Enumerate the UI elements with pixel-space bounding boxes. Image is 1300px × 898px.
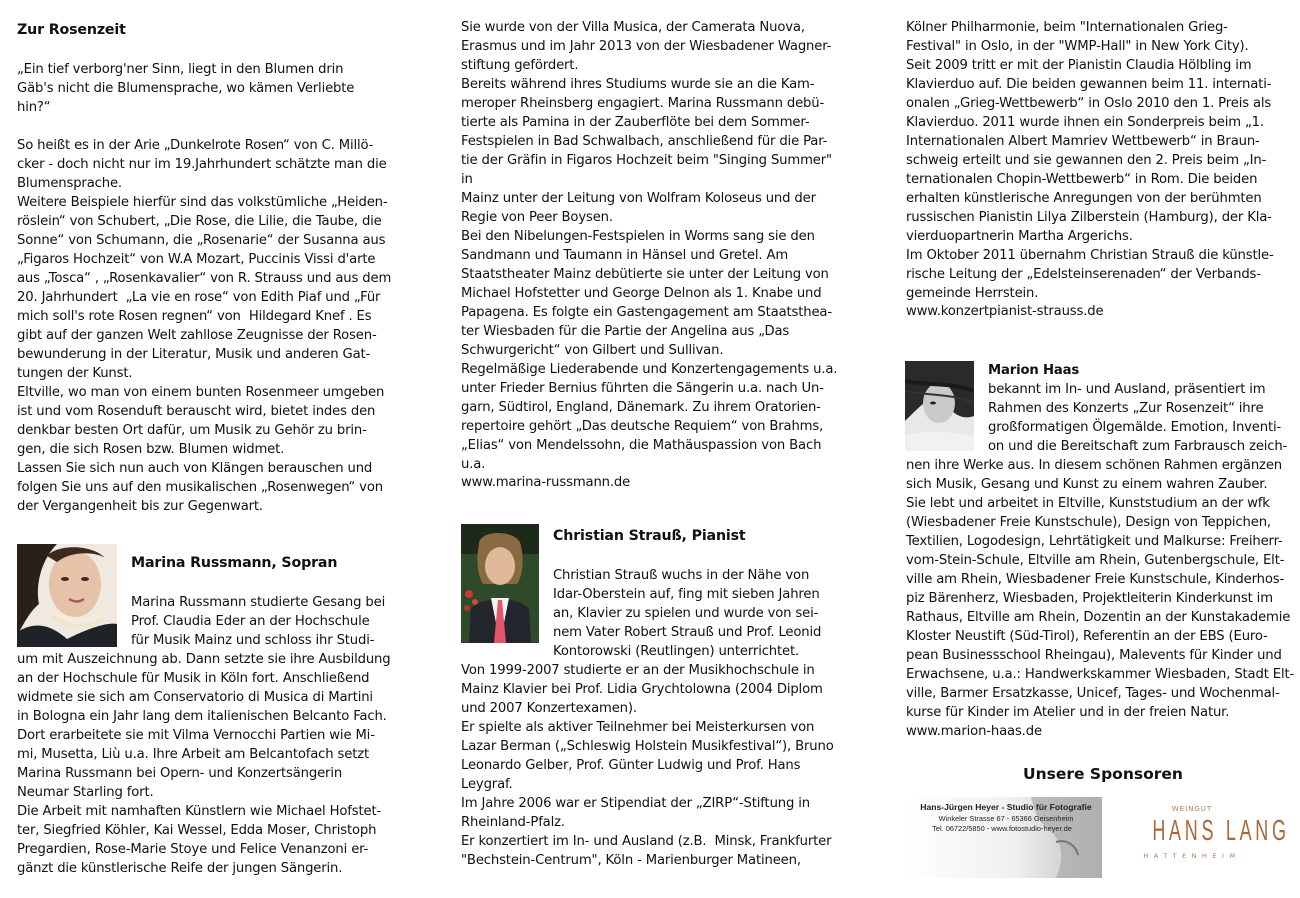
text-line: Lazar Berman („Schleswig Holstein Musikfestival“), Bruno (461, 739, 834, 754)
text-line: "Bechstein-Centrum", Köln - Marienburger Matineen, (461, 853, 801, 868)
text-line: 20. Jahrhundert „La vie en rose“ von Edith Piaf und „Für (17, 290, 381, 305)
text-line: Kölner Philharmonie, beim "Internationalen Grieg- (906, 20, 1228, 35)
text-line: garn, Südtirol, England, Dänemark. Zu ihrem Oratorien- (461, 400, 821, 415)
text-line: Leonardo Gelber, Prof. Günter Ludwig und Prof. Hans (461, 758, 801, 773)
text-line: Im Oktober 2011 übernahm Christian Strauß die künstle- (906, 248, 1274, 263)
sponsors-heading: Unsere Sponsoren (1023, 765, 1183, 783)
text-line: in Bologna ein Jahr lang dem italienischen Belcanto Fach. (17, 709, 387, 724)
sponsor-hans-lang-logo (1128, 805, 1290, 870)
text-line: „Figaros Hochzeit“ von W.A Mozart, Puccinis Vissi d'arte (17, 252, 376, 267)
text-line: piz Bärenherz, Wiesbaden, Projektleiterin Kinderkunst im (906, 591, 1273, 606)
text-line: Seit 2009 tritt er mit der Pianistin Claudia Hölbling im (906, 58, 1252, 73)
text-line: u.a. (461, 457, 486, 472)
text-line: russischen Pianistin Lilya Zilberstein (Hamburg), der Kla- (906, 210, 1272, 225)
text-line: tungen der Kunst. (17, 366, 133, 381)
text-line: mich soll's rote Rosen regnen“ von Hildegard Knef . Es (17, 309, 372, 324)
text-line: schweig erteilt und sie gewannen den 2. Preis beim „In- (906, 153, 1267, 168)
christian-website-link[interactable]: www.konzertpianist-strauss.de (906, 304, 1104, 319)
text-line: Schwurgericht“ von Gilbert und Sullivan. (461, 343, 724, 358)
text-line: vom-Stein-Schule, Eltville am Rhein, Gutenbergschule, Elt- (906, 553, 1285, 568)
hans-lang-name: HANS LANG (1152, 815, 1290, 847)
text-line: „Ein tief verborg'ner Sinn, liegt in den Blumen drin (17, 62, 344, 77)
text-line: Christian Strauß wuchs in der Nähe von (553, 568, 810, 583)
text-line: Erwachsene, u.a.: Handwerkskammer Wiesbaden, Stadt Elt- (906, 667, 1295, 682)
text-line: tie der Gräfin in Figaros Hochzeit beim "Singing Summer" (461, 153, 832, 168)
christian-strauss-photo (461, 524, 539, 643)
text-line: stiftung gefördert. (461, 58, 579, 73)
text-line: Neumar Starling fort. (17, 785, 154, 800)
text-line: rische Leitung der „Edelsteinserenaden“ der Verbands- (906, 267, 1261, 282)
text-line: Gäb's nicht die Blumensprache, wo kämen Verliebte (17, 81, 355, 96)
text-line: on und die Bereitschaft zum Farbrausch zeich- (988, 439, 1288, 454)
text-line: ternationalen Chopin-Wettbewerb“ in Rom. Die beiden (906, 172, 1258, 187)
text-line: pean Businessschool Rheingau), Malevents für Kinder und (906, 648, 1282, 663)
sponsor-heyer-logo (906, 797, 1102, 878)
text-line: Eltville, wo man von einem bunten Rosenmeer umgeben (17, 385, 385, 400)
hans-lang-hattenheim: HATTENHEIM (1143, 852, 1241, 860)
text-line: Rahmen des Konzerts „Zur Rosenzeit“ ihre (988, 401, 1264, 416)
text-line: um mit Auszeichnung ab. Dann setzte sie ihre Ausbildung (17, 652, 391, 667)
marina-heading: Marina Russmann, Sopran (131, 555, 338, 571)
text-line: hin?“ (17, 100, 51, 115)
heyer-line-1: Hans-Jürgen Heyer - Studio für Fotografie (920, 802, 1092, 812)
text-line: Marina Russmann studierte Gesang bei (131, 595, 386, 610)
text-line: denkbar besten Ort dafür, um Musik zu Gehör zu brin- (17, 423, 367, 438)
text-line: an, Klavier zu spielen und wurde von sei- (553, 606, 819, 621)
text-line: Mainz unter der Leitung von Wolfram Koloseus und der (461, 191, 816, 206)
text-line: widmete sie sich am Conservatorio di Musica di Martini (17, 690, 373, 705)
text-line: gen, die sich Rosen bzw. Blumen widmet. (17, 442, 285, 457)
text-line: mi, Musetta, Liù u.a. Ihre Arbeit am Belcantofach setzt (17, 747, 370, 762)
text-line: folgen Sie uns auf den musikalischen „Rosenwegen“ von (17, 480, 383, 495)
text-line: Kloster Neustift (Süd-Tirol), Referentin an der EBS (Euro- (906, 629, 1268, 644)
text-line: Bei den Nibelungen-Festspielen in Worms sang sie den (461, 229, 815, 244)
text-line: ville, Barmer Ersatzkasse, Unicef, Tages- und Wochenmal- (906, 686, 1280, 701)
hans-lang-weingut: WEINGUT (1171, 805, 1213, 813)
text-line: Die Arbeit mit namhaften Künstlern wie Michael Hofstet- (17, 804, 382, 819)
text-line: für Musik Mainz und schloss ihr Studi- (131, 633, 375, 648)
text-line: Sonne“ von Schumann, die „Rosenarie“ der Susanna aus (17, 233, 386, 248)
text-line: Michael Hofstetter und George Delnon als 1. Knabe und (461, 286, 822, 301)
text-line: röslein“ von Schubert, „Die Rose, die Lilie, die Taube, die (17, 214, 382, 229)
text-line: ter Wiesbaden für die Partie der Angelina aus „Das (461, 324, 790, 339)
text-line: ter, Siegfried Köhler, Kai Wessel, Edda Moser, Christoph (17, 823, 377, 838)
text-line: Pregardien, Rose-Marie Stoye und Felice Venanzoni er- (17, 842, 369, 857)
marina-russmann-photo (17, 544, 117, 647)
text-line: gibt auf der ganzen Welt zahllose Zeugnisse der Rosen- (17, 328, 377, 343)
text-line: repertoire gehört „Das deutsche Requiem“ von Brahms, (461, 419, 824, 434)
text-line: Bereits während ihres Studiums wurde sie an die Kam- (461, 77, 815, 92)
text-line: bekannt im In- und Ausland, präsentiert im (988, 382, 1266, 397)
text-line: Regelmäßige Liederabende und Konzertengagements u.a. (461, 362, 838, 377)
marion-website-link[interactable]: www.marion-haas.de (906, 724, 1042, 739)
text-line: Prof. Claudia Eder an der Hochschule (131, 614, 370, 629)
text-line: Kontorowski (Reutlingen) unterrichtet. (553, 644, 800, 659)
text-line: Klavierduo auf. Die beiden gewannen beim 11. internati- (906, 77, 1272, 92)
text-line: und 2007 Konzertexamen). (461, 701, 637, 716)
text-line: vierduopartnerin Martha Argerichs. (906, 229, 1133, 244)
text-line: Blumensprache. (17, 176, 122, 191)
text-line: gänzt die künstlerische Reife der jungen Sängerin. (17, 861, 343, 876)
text-line: Weitere Beispiele hierfür sind das volkstümliche „Heiden- (17, 195, 388, 210)
text-line: Er spielte als aktiver Teilnehmer bei Meisterkursen von (461, 720, 815, 735)
text-line: Im Jahre 2006 war er Stipendiat der „ZIRP“-Stiftung in (461, 796, 810, 811)
text-line: gemeinde Herrstein. (906, 286, 1039, 301)
text-line: Leygraf. (461, 777, 513, 792)
text-line: bewunderung in der Literatur, Musik und anderen Gat- (17, 347, 371, 362)
text-line: So heißt es in der Arie „Dunkelrote Rosen“ von C. Millö- (17, 138, 374, 153)
text-line: Dort erarbeitete sie mit Vilma Vernocchi Partien wie Mi- (17, 728, 375, 743)
page-title: Zur Rosenzeit (17, 22, 126, 38)
text-line: Marina Russmann bei Opern- und Konzertsängerin (17, 766, 343, 781)
text-line: nen ihre Werke aus. In diesem schönen Rahmen ergänzen (906, 458, 1283, 473)
text-line: Sie wurde von der Villa Musica, der Camerata Nuova, (461, 20, 805, 35)
christian-heading: Christian Strauß, Pianist (553, 528, 746, 544)
text-line: Textilien, Logodesign, Lehrtätigkeit und Malkurse: Freiherr- (906, 534, 1283, 549)
text-line: Erasmus und im Jahr 2013 von der Wiesbadener Wagner- (461, 39, 832, 54)
text-line: „Elias“ von Mendelssohn, die Mathäuspassion von Bach (461, 438, 822, 453)
text-line: Festspielen in Bad Schwalbach, anschließend für die Par- (461, 134, 828, 149)
text-line: nem Vater Robert Strauß und Prof. Leonid (553, 625, 822, 640)
text-line: ville am Rhein, Wiesbadener Freie Kunstschule, Kinderhos- (906, 572, 1285, 587)
marina-website-link[interactable]: www.marina-russmann.de (461, 475, 631, 490)
text-line: kurse für Kinder im Atelier und in der freien Natur. (906, 705, 1230, 720)
text-line: Klavierduo. 2011 wurde ihnen ein Sonderpreis beim „1. (906, 115, 1264, 130)
text-line: aus „Tosca“ , „Rosenkavalier“ von R. Strauss und aus dem (17, 271, 392, 286)
text-line: meroper Rheinsberg engagiert. Marina Russmann debü- (461, 96, 825, 111)
text-line: tierte als Pamina in der Zauberflöte bei dem Sommer- (461, 115, 810, 130)
text-line: Regie von Peer Boysen. (461, 210, 613, 225)
text-line: Von 1999-2007 studierte er an der Musikhochschule in (461, 663, 815, 678)
text-line: erhalten künstlerische Anregungen von der berühmten (906, 191, 1262, 206)
text-line: Er konzertiert im In- und Ausland (z.B. Minsk, Frankfurter (461, 834, 832, 849)
text-line: in (461, 172, 473, 187)
heyer-line-3: Tel. 06722/5850 - www.fotostudio-heyer.de (932, 824, 1072, 833)
text-line: Rheinland-Pfalz. (461, 815, 565, 830)
text-line: Internationalen Albert Mamriev Wettbewerb“ in Braun- (906, 134, 1260, 149)
text-line: Rathaus, Eltville am Rhein, Dozentin an der Kunstakademie (906, 610, 1291, 625)
heyer-line-2: Winkeler Strasse 67 - 65366 Geisenheim (938, 814, 1074, 823)
text-line: unter Frieder Bernius führten die Sängerin u.a. nach Un- (461, 381, 824, 396)
text-line: Sie lebt und arbeitet in Eltville, Kunststudium an der wfk (906, 496, 1270, 511)
marion-heading: Marion Haas (988, 363, 1080, 378)
text-line: Festival" in Oslo, in der "WMP-Hall" in New York City). (906, 39, 1249, 54)
text-line: sich Musik, Gesang und Kunst zu einem wahren Zauber. (906, 477, 1268, 492)
text-line: großformatigen Ölgemälde. Emotion, Inventi- (988, 420, 1282, 435)
text-line: cker - doch nicht nur im 19.Jahrhundert schätzte man die (17, 157, 387, 172)
text-line: Papagena. Es folgte ein Gastengagement am Staatsthea- (461, 305, 832, 320)
text-line: Sandmann und Taumann in Hänsel und Gretel. Am (461, 248, 789, 263)
text-line: ist und vom Rosenduft berauscht wird, bietet indes den (17, 404, 376, 419)
text-line: (Wiesbadener Freie Kunstschule), Design von Teppichen, (906, 515, 1271, 530)
text-line: an der Hochschule für Musik in Köln fort. Anschließend (17, 671, 370, 686)
text-line: onalen „Grieg-Wettbewerb“ in Oslo 2010 den 1. Preis als (906, 96, 1272, 111)
text-line: der Vergangenheit bis zur Gegenwart. (17, 499, 263, 514)
text-line: Mainz Klavier bei Prof. Lidia Grychtolowna (2004 Diplom (461, 682, 823, 697)
marion-haas-photo (905, 361, 974, 451)
text-line: Staatstheater Mainz debütierte sie unter der Leitung von (461, 267, 829, 282)
text-line: Idar-Oberstein auf, fing mit sieben Jahren (553, 587, 820, 602)
text-line: Lassen Sie sich nun auch von Klängen berauschen und (17, 461, 373, 476)
